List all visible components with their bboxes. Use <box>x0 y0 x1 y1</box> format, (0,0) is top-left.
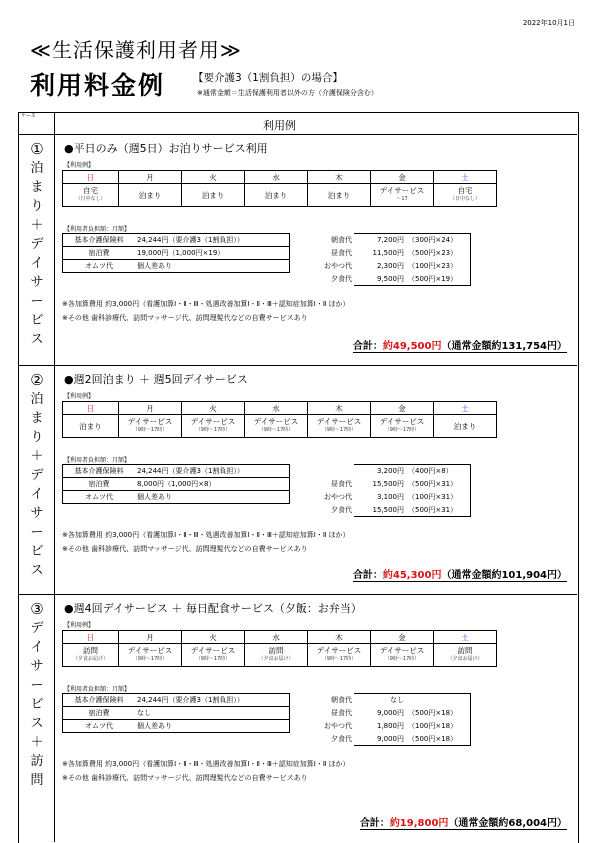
schedule-cell-main: 泊まり <box>138 190 162 200</box>
burden-label: 【利用者負担額：月額】 <box>64 457 131 464</box>
schedule-cell <box>434 415 497 438</box>
section-title: ●平日のみ（週5日）お泊りサービス利用 <box>64 142 268 155</box>
case-side-char: ー <box>30 294 44 309</box>
schedule-cell-main: デイサービス <box>253 417 299 426</box>
fee-cell: （100円×23） <box>406 260 471 273</box>
schedule-cell-main: 泊まり <box>453 421 477 431</box>
fee-cell: （500円×31） <box>406 504 471 517</box>
schedule-cell <box>119 644 182 667</box>
fee-cell: 基本介護保険料 <box>63 465 136 478</box>
case-side-char: イ <box>30 256 44 271</box>
condition-text: 【要介護3（1割負担）の場合】 <box>193 72 343 84</box>
fee-cell: 24,244円（要介護3（1割負担）） <box>135 694 290 707</box>
case-side-char: 泊 <box>30 392 44 407</box>
footnote: ※各加算費用 約3,000円（看護加算Ⅰ・Ⅱ・Ⅲ・処遇改善加算Ⅰ・Ⅱ・Ⅲ＋認知症加算Ⅰ・Ⅱ ほか） <box>62 760 350 768</box>
case-side-char: ビ <box>30 313 44 328</box>
fee-cell: 9,000円 <box>376 709 404 717</box>
schedule-cell-main: デイサービス <box>379 646 425 655</box>
schedule-table <box>62 170 497 207</box>
schedule-day-header: 日 <box>63 402 119 415</box>
schedule-day-header: 日 <box>63 631 119 644</box>
fee-cell: 昼食代 <box>331 249 352 257</box>
schedule-day-header: 金 <box>371 402 434 415</box>
total-amount: 約45,300円 <box>382 570 442 581</box>
schedule-cell <box>308 184 371 207</box>
document-title: ≪生活保護利用者用≫ <box>30 38 242 62</box>
schedule-cell-sub: （日中なし） <box>75 196 106 202</box>
schedule-table <box>62 401 497 438</box>
fee-cell: オムツ代 <box>63 260 136 273</box>
fee-cell: 2,300円 <box>376 262 404 270</box>
schedule-cell <box>308 415 371 438</box>
schedule-cell <box>119 184 182 207</box>
total-amount: 約19,800円 <box>389 818 449 829</box>
fee-cell <box>135 273 290 286</box>
case-side-char: 訪 <box>30 754 44 769</box>
case-side-char: ＋ <box>30 449 44 464</box>
case-number: ③ <box>30 600 44 618</box>
case-side-char: 問 <box>30 773 44 788</box>
schedule-cell-main: 訪問 <box>268 646 284 655</box>
fee-cell: 個人差あり <box>135 260 290 273</box>
case-side-char: イ <box>30 487 44 502</box>
total-line <box>353 566 567 582</box>
fee-cell: 9,500円 <box>354 273 406 286</box>
schedule-day-header: 火 <box>182 631 245 644</box>
fee-cell <box>63 733 136 746</box>
fee-cell: 15,500円 <box>354 504 406 517</box>
example-label: 【利用例】 <box>64 622 95 629</box>
fee-row <box>63 720 471 733</box>
case-side-char: ー <box>30 525 44 540</box>
case-side-char: ー <box>30 678 44 693</box>
normal-price-note: ※通常金額＝生活保護利用者以外の方（介護保険分含む） <box>197 89 378 97</box>
case-side-char: ビ <box>30 697 44 712</box>
case-side-char: 泊 <box>30 161 44 176</box>
fee-row <box>63 504 471 517</box>
fee-cell: 19,000円（1,000円×19） <box>135 247 290 260</box>
schedule-day-header: 土 <box>434 171 497 184</box>
schedule-cell-main: 訪問 <box>83 646 98 655</box>
fee-row <box>63 260 471 273</box>
schedule-day-header: 木 <box>308 402 371 415</box>
schedule-cell-sub: （日中なし） <box>449 196 480 202</box>
schedule-cell-sub: （夕食お届け） <box>447 656 483 662</box>
fee-cell: 宿泊費 <box>63 707 136 720</box>
schedule-cell <box>245 644 308 667</box>
schedule-cell-main: 泊まり <box>79 421 102 431</box>
case-side-label <box>20 140 54 349</box>
schedule-day-header: 水 <box>245 171 308 184</box>
fee-row <box>63 478 471 491</box>
fee-cell: おやつ代 <box>324 262 352 270</box>
fee-cell: 9,000円 <box>354 733 406 746</box>
fee-table <box>62 464 471 517</box>
fee-cell: 11,500円 <box>372 249 404 257</box>
schedule-cell <box>63 184 119 207</box>
case-side-char: ＋ <box>30 735 44 750</box>
schedule-day-header: 日 <box>63 171 119 184</box>
schedule-cell <box>434 644 497 667</box>
schedule-cell-main: デイサービス <box>190 417 236 426</box>
fee-cell: 基本介護保険料 <box>63 234 136 247</box>
schedule-cell-main: デイサービス <box>316 417 362 426</box>
total-prefix: 合計： <box>352 570 383 581</box>
schedule-cell-sub: 〜17 <box>396 196 408 202</box>
fee-cell: （500円×19） <box>406 273 471 286</box>
schedule-cell-main: 泊まり <box>264 190 288 200</box>
example-label: 【利用例】 <box>64 393 95 400</box>
schedule-cell <box>119 415 182 438</box>
case-side-char: サ <box>30 506 44 521</box>
case-side-char: イ <box>30 640 44 655</box>
fee-cell: オムツ代 <box>63 720 136 733</box>
case-side-char: ス <box>30 563 44 578</box>
fee-cell: （300円×24） <box>406 234 471 247</box>
schedule-day-header: 月 <box>119 631 182 644</box>
schedule-day-header: 木 <box>308 631 371 644</box>
case-side-char: ま <box>30 180 44 195</box>
schedule-cell <box>308 644 371 667</box>
fee-cell: なし <box>135 707 290 720</box>
case-side-char: デ <box>30 468 44 483</box>
header-corner-label: ケース <box>21 113 36 119</box>
fee-row <box>63 465 471 478</box>
fee-cell: 夕食代 <box>331 274 352 283</box>
schedule-cell <box>63 644 119 667</box>
schedule-cell <box>434 184 497 207</box>
case-side-char: デ <box>30 621 44 636</box>
fee-cell: （500円×31） <box>406 478 471 491</box>
case-side-label <box>20 371 54 580</box>
fee-cell <box>63 504 136 517</box>
schedule-day-header: 水 <box>245 631 308 644</box>
total-normal-price: （通常金額約68,004円） <box>448 818 567 829</box>
schedule-cell <box>182 184 245 207</box>
footnote: ※各加算費用 約3,000円（看護加算Ⅰ・Ⅱ・Ⅲ・処遇改善加算Ⅰ・Ⅱ・Ⅲ＋認知症加算Ⅰ・Ⅱ ほか） <box>62 300 350 308</box>
schedule-cell-sub: （9時〜17時） <box>195 427 231 433</box>
schedule-day-header: 水 <box>245 402 308 415</box>
fee-cell <box>135 733 290 746</box>
fee-cell: 昼食代 <box>331 709 352 717</box>
schedule-table <box>62 630 497 667</box>
schedule-cell-main: デイサービス <box>379 186 425 195</box>
fee-cell: 宿泊費 <box>63 247 136 260</box>
schedule-cell <box>63 415 119 438</box>
fee-table <box>62 693 471 746</box>
fee-row <box>63 707 471 720</box>
total-normal-price: （通常金額約131,754円） <box>441 341 567 352</box>
schedule-day-header: 火 <box>182 171 245 184</box>
column-divider <box>54 112 55 842</box>
fee-cell: 24,244円（要介護3（1割負担）） <box>135 234 290 247</box>
schedule-cell-sub: （9時〜17時） <box>321 656 357 662</box>
schedule-cell-main: 訪問 <box>457 646 473 655</box>
fee-cell: 昼食代 <box>331 480 352 488</box>
fee-row <box>63 733 471 746</box>
fee-row <box>63 694 471 707</box>
fee-cell: 朝食代 <box>331 236 352 244</box>
fee-cell <box>63 273 136 286</box>
fee-cell: オムツ代 <box>63 491 136 504</box>
case-side-char: ビ <box>30 544 44 559</box>
schedule-cell-sub: （9時〜17時） <box>384 427 420 433</box>
schedule-day-header: 金 <box>371 631 434 644</box>
fee-cell: 宿泊費 <box>63 478 136 491</box>
total-prefix: 合計： <box>352 341 383 352</box>
case-side-char: サ <box>30 659 44 674</box>
schedule-cell-sub: （9時〜17時） <box>384 656 420 662</box>
schedule-day-header: 月 <box>119 171 182 184</box>
fee-cell: 3,100円 <box>376 493 404 501</box>
schedule-cell <box>371 644 434 667</box>
total-amount: 約49,500円 <box>382 341 442 352</box>
footnote: ※その他 歯科診療代、訪問マッサージ代、訪問理髪代などの自費サービスあり <box>62 774 308 782</box>
fee-cell <box>135 504 290 517</box>
fee-cell: 3,200円 <box>354 465 406 478</box>
schedule-day-header: 火 <box>182 402 245 415</box>
section-title: ●週4回デイサービス ＋ 毎日配食サービス（夕飯：お弁当） <box>64 602 362 615</box>
section-title: ●週2回泊まり ＋ 週5回デイサービス <box>64 373 248 386</box>
fee-cell: （400円×8） <box>406 465 471 478</box>
schedule-day-header: 木 <box>308 171 371 184</box>
fee-cell: 基本介護保険料 <box>63 694 136 707</box>
fee-cell: （100円×31） <box>406 491 471 504</box>
footnote: ※その他 歯科診療代、訪問マッサージ代、訪問理髪代などの自費サービスあり <box>62 314 308 322</box>
schedule-cell-main: 自宅 <box>83 186 98 195</box>
fee-row <box>63 491 471 504</box>
section-divider <box>18 365 577 366</box>
schedule-cell <box>371 415 434 438</box>
total-line <box>360 814 567 830</box>
schedule-day-header: 土 <box>434 631 497 644</box>
schedule-cell-main: デイサービス <box>316 646 362 655</box>
schedule-cell-sub: （9時〜17時） <box>195 656 231 662</box>
section-divider <box>18 594 577 595</box>
schedule-cell <box>182 415 245 438</box>
schedule-day-header: 金 <box>371 171 434 184</box>
fee-cell: 夕食代 <box>331 734 352 743</box>
schedule-cell <box>182 644 245 667</box>
case-side-char: ま <box>30 411 44 426</box>
fee-row <box>63 247 471 260</box>
fee-cell: なし <box>354 694 406 707</box>
schedule-cell-sub: （9時〜17時） <box>258 427 294 433</box>
schedule-cell-sub: （9時〜17時） <box>321 427 357 433</box>
main-heading: 利用料金例 <box>30 71 166 100</box>
total-line <box>353 337 567 353</box>
fee-cell: 7,200円 <box>354 234 406 247</box>
fee-cell: 個人差あり <box>135 491 290 504</box>
fee-cell <box>290 465 355 478</box>
fee-cell: 朝食代 <box>331 696 352 704</box>
schedule-cell <box>245 184 308 207</box>
case-side-char: ＋ <box>30 218 44 233</box>
case-number: ① <box>30 140 44 158</box>
fee-cell: （500円×23） <box>406 247 471 260</box>
fee-cell: おやつ代 <box>324 493 352 501</box>
fee-cell: （500円×18） <box>406 707 471 720</box>
fee-table <box>62 233 471 286</box>
case-side-char: り <box>30 199 44 214</box>
fee-cell: 8,000円（1,000円×8） <box>135 478 290 491</box>
schedule-cell <box>245 415 308 438</box>
fee-cell: 個人差あり <box>135 720 290 733</box>
fee-cell: （500円×18） <box>406 733 471 746</box>
case-side-char: ス <box>30 332 44 347</box>
total-normal-price: （通常金額約101,904円） <box>441 570 567 581</box>
case-side-char: サ <box>30 275 44 290</box>
document-date: 2022年10月1日 <box>522 19 575 27</box>
fee-cell: 1,800円 <box>376 722 404 730</box>
schedule-cell-main: デイサービス <box>127 646 173 655</box>
footnote: ※その他 歯科診療代、訪問マッサージ代、訪問理髪代などの自費サービスあり <box>62 545 308 553</box>
case-side-char: ス <box>30 716 44 731</box>
schedule-cell-main: 泊まり <box>327 190 351 200</box>
schedule-cell-main: デイサービス <box>190 646 236 655</box>
fee-cell: 24,244円（要介護3（1割負担）） <box>135 465 290 478</box>
schedule-cell-main: デイサービス <box>127 417 173 426</box>
fee-cell: 15,500円 <box>372 480 404 488</box>
schedule-cell-sub: （9時〜17時） <box>132 656 168 662</box>
schedule-cell-main: デイサービス <box>379 417 425 426</box>
schedule-cell-sub: （夕食お届け） <box>72 656 108 662</box>
example-label: 【利用例】 <box>64 162 95 169</box>
case-number: ② <box>30 371 44 389</box>
case-side-char: り <box>30 430 44 445</box>
total-prefix: 合計： <box>359 818 390 829</box>
schedule-cell <box>371 184 434 207</box>
fee-cell: 夕食代 <box>331 505 352 514</box>
footnote: ※各加算費用 約3,000円（看護加算Ⅰ・Ⅱ・Ⅲ・処遇改善加算Ⅰ・Ⅱ・Ⅲ＋認知症加算Ⅰ・Ⅱ ほか） <box>62 531 350 539</box>
case-side-char: デ <box>30 237 44 252</box>
schedule-day-header: 土 <box>434 402 497 415</box>
fee-row <box>63 234 471 247</box>
schedule-cell-main: 自宅 <box>457 186 473 195</box>
schedule-cell-main: 泊まり <box>201 190 225 200</box>
fee-cell <box>406 694 471 707</box>
case-side-label <box>20 600 54 790</box>
schedule-day-header: 月 <box>119 402 182 415</box>
schedule-cell-sub: （夕食お届け） <box>258 656 294 662</box>
header-label: 利用例 <box>263 119 296 132</box>
fee-cell: おやつ代 <box>324 722 352 730</box>
fee-cell: （100円×18） <box>406 720 471 733</box>
burden-label: 【利用者負担額：月額】 <box>64 226 131 233</box>
fee-row <box>63 273 471 286</box>
schedule-cell-sub: （9時〜17時） <box>132 427 168 433</box>
burden-label: 【利用者負担額：月額】 <box>64 686 131 693</box>
